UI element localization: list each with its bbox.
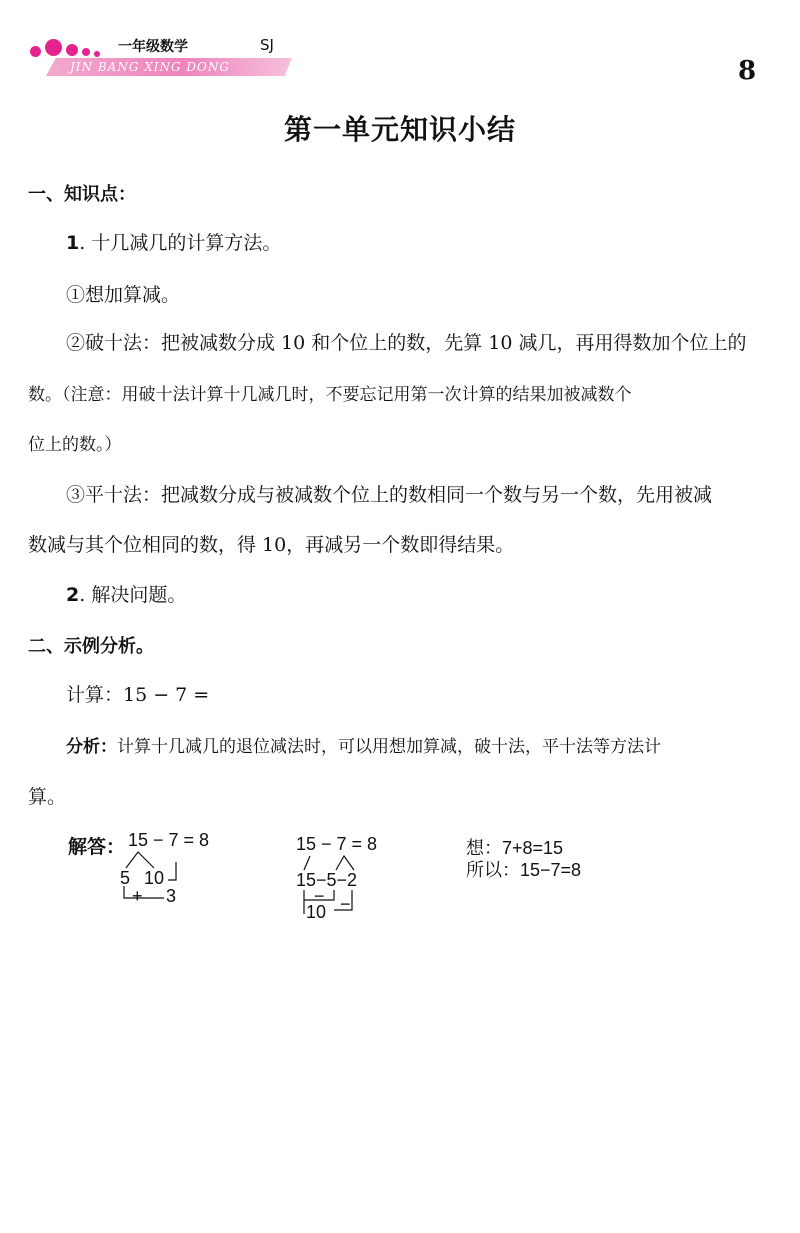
analysis-label: 分析： [66, 737, 117, 757]
method-2-line-3: 位上的数。） [28, 435, 122, 455]
page-header [0, 0, 800, 90]
diagram2-bottom: 10 [306, 902, 327, 922]
method-2-line-2: 数。（注意：用破十法计算十几减几时，不要忘记用第一次计算的结果加被减数个 [28, 385, 632, 405]
diagram2-row: 15−5−2 [296, 870, 358, 890]
item-1-number: 1 [66, 232, 80, 254]
diagram2-op1: − [314, 886, 325, 906]
item-2-text: . 解决问题。 [79, 584, 187, 606]
header-subtitle: JIN BANG XING DONG [70, 60, 230, 74]
diagram1-ten: 10 [144, 868, 165, 888]
diagram1-plus: + [132, 886, 143, 906]
method-3-line-1: ③平十法：把减数分成与被减数个位上的数相同一个数与另一个数，先用被减 [66, 484, 713, 506]
item-1-text: . 十几减几的计算方法。 [79, 232, 282, 254]
book-title: 一年级数学 [118, 39, 188, 55]
item-1 [28, 228, 800, 255]
section-heading-example: 二、示例分析。 [28, 636, 154, 657]
diagram2-op2: − [340, 894, 351, 914]
answer-label: 解答： [68, 836, 126, 858]
analysis-text: 计算十几减几的退位减法时，可以用想加算减，破十法，平十法等方法计 [117, 737, 661, 757]
analysis-line-1 [28, 732, 800, 757]
method-1: ①想加算减。 [66, 284, 181, 306]
answer-think-line: 想：7+8=15 [466, 838, 564, 858]
page-number: 8 [738, 56, 757, 86]
answer-so-line: 所以：15−7=8 [466, 860, 582, 880]
item-2 [28, 580, 800, 607]
method-2-line-1: ②破十法：把被减数分成 10 和个位上的数，先算 10 减几，再用得数加个位上的 [66, 332, 747, 354]
answer-diagram-break-ten [120, 828, 240, 908]
example-calculation: 计算：15 − 7 = [66, 684, 210, 706]
diagram1-result: 3 [166, 886, 177, 906]
analysis-line-2: 算。 [28, 786, 67, 808]
diagram1-equation: 15 − 7 = 8 [128, 830, 210, 850]
book-code: SJ [260, 36, 274, 54]
method-3-line-2: 数减与其个位相同的数，得 10，再减另一个数即得结果。 [28, 534, 515, 556]
page-title: 第一单元知识小结 [283, 113, 516, 146]
answer-diagram-level-ten [296, 832, 416, 922]
section-heading-knowledge: 一、知识点： [28, 184, 136, 205]
item-2-number: 2 [66, 584, 80, 606]
diagram2-equation: 15 − 7 = 8 [296, 834, 378, 854]
diagram1-ones: 5 [120, 868, 131, 888]
